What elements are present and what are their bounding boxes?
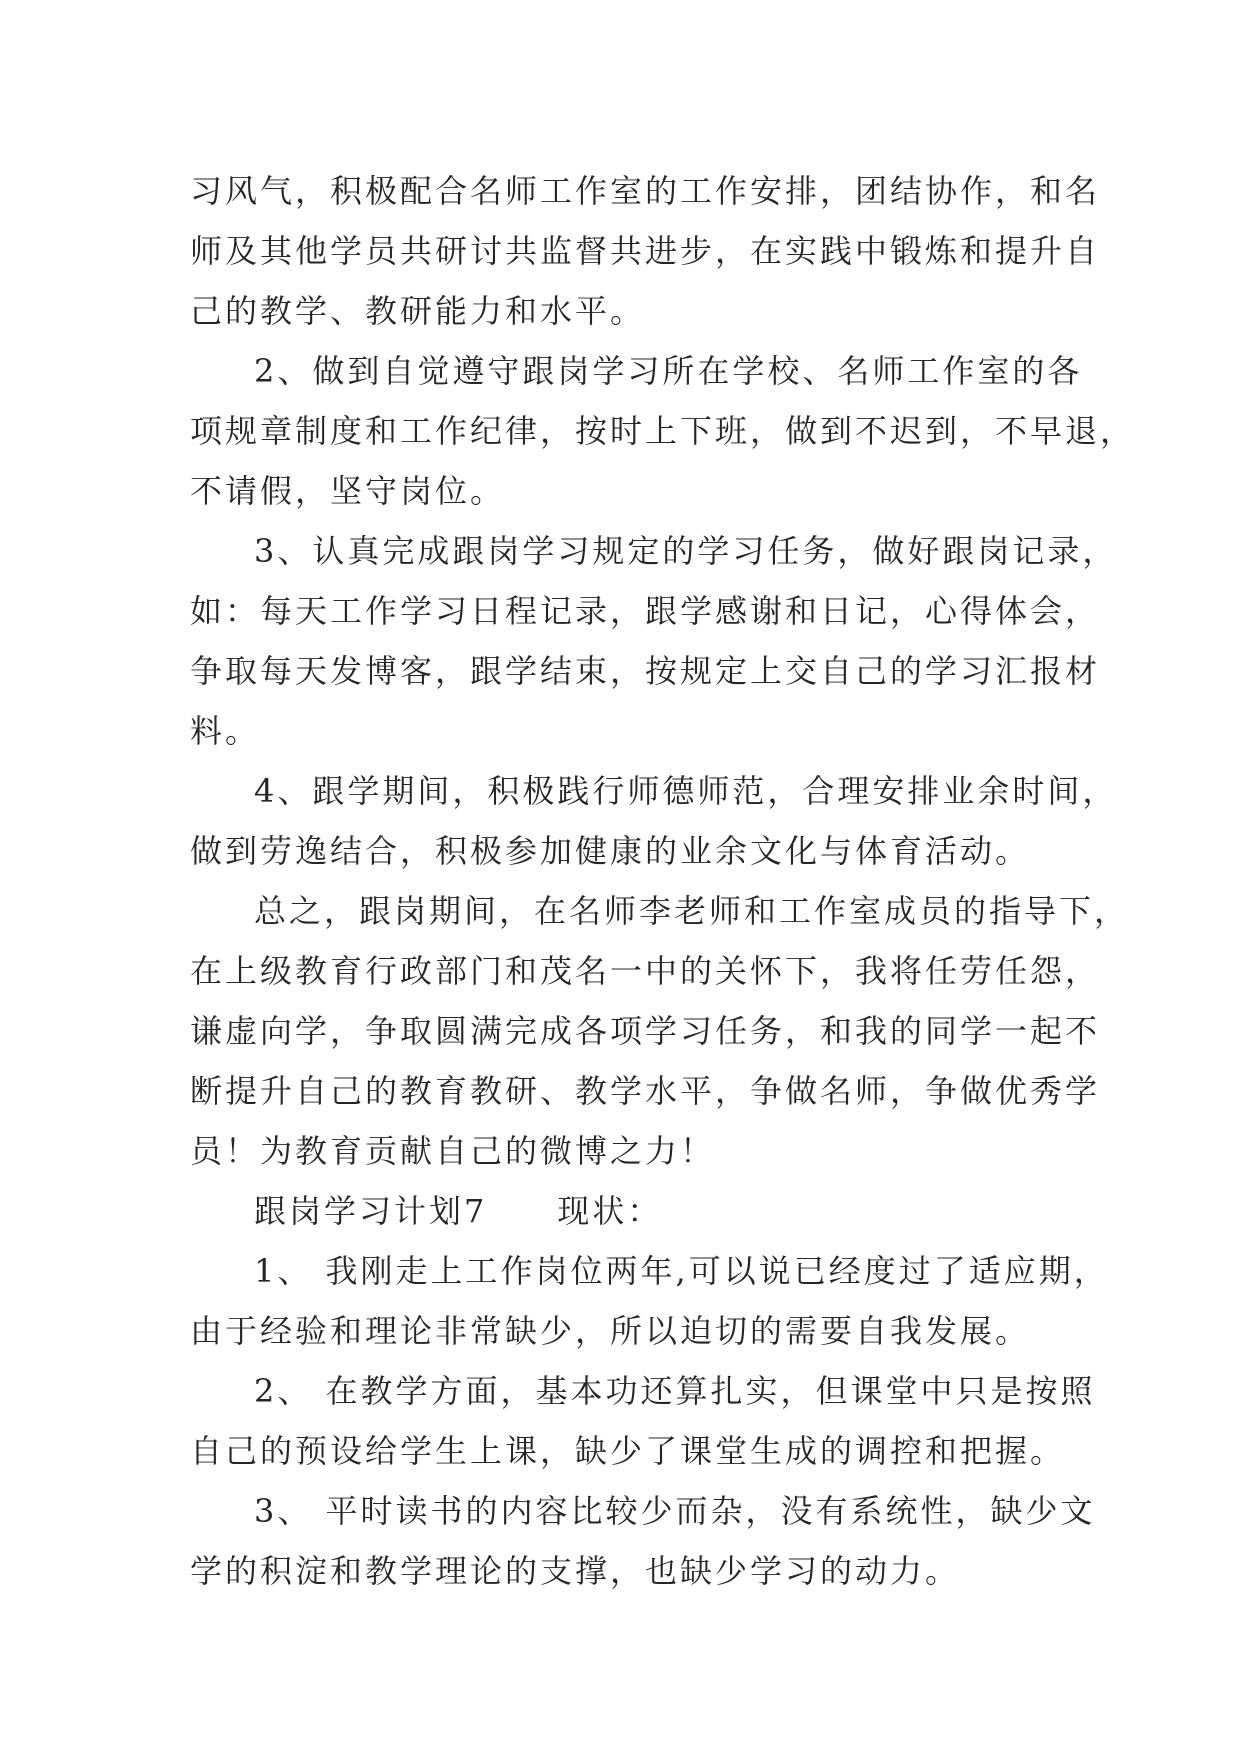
text-line: 断提升自己的教育教研、教学水平，争做名师，争做优秀学 <box>190 1072 1101 1110</box>
text-line: 项规章制度和工作纪律，按时上下班，做到不迟到，不早退， <box>190 412 1136 450</box>
text-line: 己的教学、教研能力和水平。 <box>190 292 646 330</box>
text-line: 3、认真完成跟岗学习规定的学习任务，做好跟岗记录， <box>254 532 1118 570</box>
text-line: 3、 平时读书的内容比较少而杂，没有系统性，缺少文 <box>254 1492 1096 1530</box>
text-line: 谦虚向学，争取圆满完成各项学习任务，和我的同学一起不 <box>190 1012 1101 1050</box>
text-line: 总之，跟岗期间，在名师李老师和工作室成员的指导下， <box>254 892 1130 930</box>
text-line: 如：每天工作学习日程记录，跟学感谢和日记，心得体会， <box>190 592 1101 630</box>
text-line: 自己的预设给学生上课，缺少了课堂生成的调控和把握。 <box>190 1432 1066 1470</box>
text-line: 4、跟学期间，积极践行师德师范，合理安排业余时间， <box>254 772 1118 810</box>
text-line: 在上级教育行政部门和茂名一中的关怀下，我将任劳任怨， <box>190 952 1101 990</box>
text-line: 员！为教育贡献自己的微博之力！ <box>190 1132 716 1170</box>
document-body <box>190 161 1136 1601</box>
text-line: 1、 我刚走上工作岗位两年,可以说已经度过了适应期， <box>254 1252 1109 1290</box>
text-line: 2、 在教学方面，基本功还算扎实，但课堂中只是按照 <box>254 1372 1096 1410</box>
text-line: 学的积淀和教学理论的支撑，也缺少学习的动力。 <box>190 1552 961 1590</box>
text-line: 由于经验和理论非常缺少，所以迫切的需要自我发展。 <box>190 1312 1031 1350</box>
text-line: 师及其他学员共研讨共监督共进步，在实践中锻炼和提升自 <box>190 232 1101 270</box>
text-line: 做到劳逸结合，积极参加健康的业余文化与体育活动。 <box>190 832 1031 870</box>
text-line: 料。 <box>190 712 261 750</box>
text-line: 不请假，坚守岗位。 <box>190 472 506 510</box>
text-line: 跟岗学习计划7 现状： <box>254 1192 663 1230</box>
text-line: 习风气，积极配合名师工作室的工作安排，团结协作，和名 <box>190 172 1101 210</box>
text-line: 2、做到自觉遵守跟岗学习所在学校、名师工作室的各 <box>254 352 1083 390</box>
text-line: 争取每天发博客，跟学结束，按规定上交自己的学习汇报材 <box>190 652 1101 690</box>
